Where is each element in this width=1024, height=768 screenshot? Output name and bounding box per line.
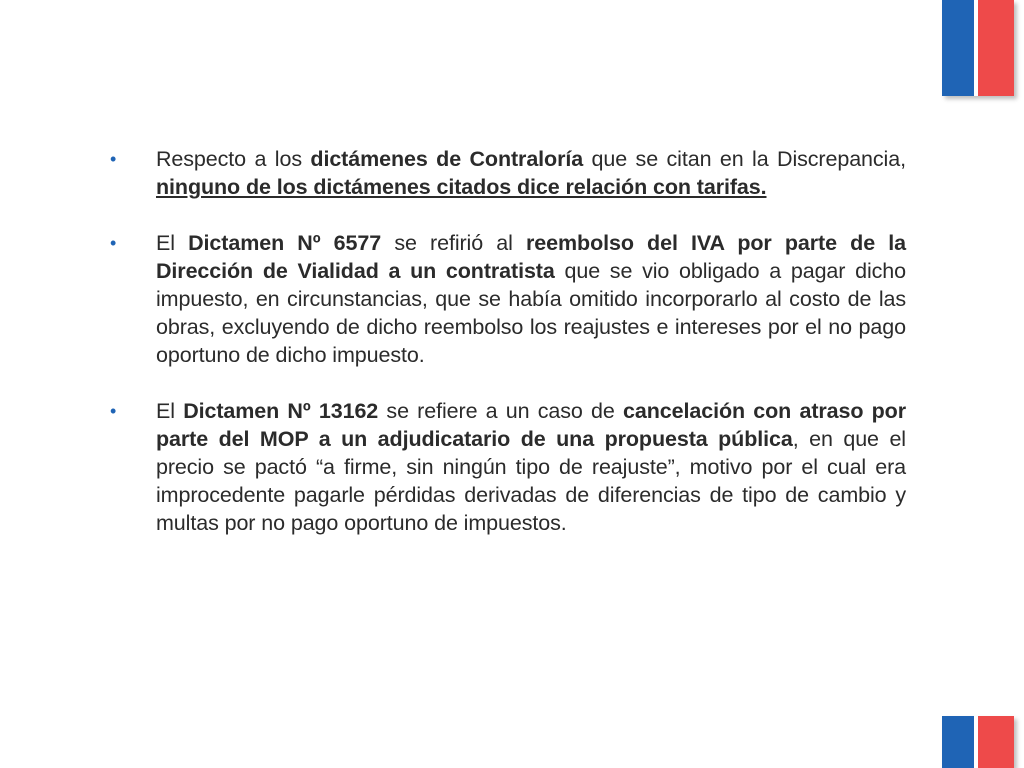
- flag-blue-stripe: [942, 716, 978, 768]
- bullet-text: [156, 397, 906, 537]
- text-segment: dictámenes: [310, 147, 437, 171]
- text-segment: El: [156, 231, 189, 255]
- text-segment: reembolso del IVA por parte de la Dirección de Vialidad a un contratista: [156, 231, 906, 283]
- bullet-text: [156, 145, 906, 201]
- bullet-item-contraloria: [110, 145, 906, 201]
- flag-decoration-bottom: [942, 716, 1014, 768]
- text-segment: que se vio obligado a pagar dicho impuesto, en circunstancias, que se había omitido incorporarlo al costo de las obras, excluyendo de dicho reembolso los reajustes e intereses por el no pago oportuno de dicho impuesto.: [156, 259, 907, 367]
- text-segment: Respecto a los: [156, 147, 311, 171]
- bullet-list: [110, 145, 906, 565]
- text-segment: Dictamen Nº 13162: [183, 399, 379, 423]
- text-segment: que se citan en la Discrepancia,: [583, 147, 906, 171]
- text-segment: de Contraloría: [436, 147, 584, 171]
- bullet-icon: •: [110, 401, 117, 421]
- text-segment: , en que el precio se pactó “a firme, sin ningún tipo de reajuste”, motivo por el cual era improcedente pagarle pérdidas derivadas de diferencias de tipo de cambio y multas por no pago oportuno de impuestos.: [156, 427, 906, 535]
- text-segment: se refirió al: [381, 231, 527, 255]
- bullet-text: [156, 229, 906, 369]
- flag-decoration-top: [942, 0, 1014, 96]
- bullet-item-dictamen-6577: [110, 229, 906, 369]
- text-segment: El: [156, 399, 184, 423]
- text-segment: cancelación con atraso por parte del MOP a un adjudicatario de una propuesta pública: [156, 399, 906, 451]
- flag-blue-stripe: [942, 0, 978, 96]
- flag-red-stripe: [978, 716, 1014, 768]
- text-segment: ninguno de los dictámenes citados dice relación con tarifas.: [156, 175, 767, 199]
- flag-red-stripe: [978, 0, 1014, 96]
- text-segment: Dictamen Nº 6577: [188, 231, 382, 255]
- bullet-icon: •: [110, 233, 117, 253]
- text-segment: se refiere a un caso de: [378, 399, 624, 423]
- bullet-item-dictamen-13162: [110, 397, 906, 537]
- bullet-icon: •: [110, 149, 117, 169]
